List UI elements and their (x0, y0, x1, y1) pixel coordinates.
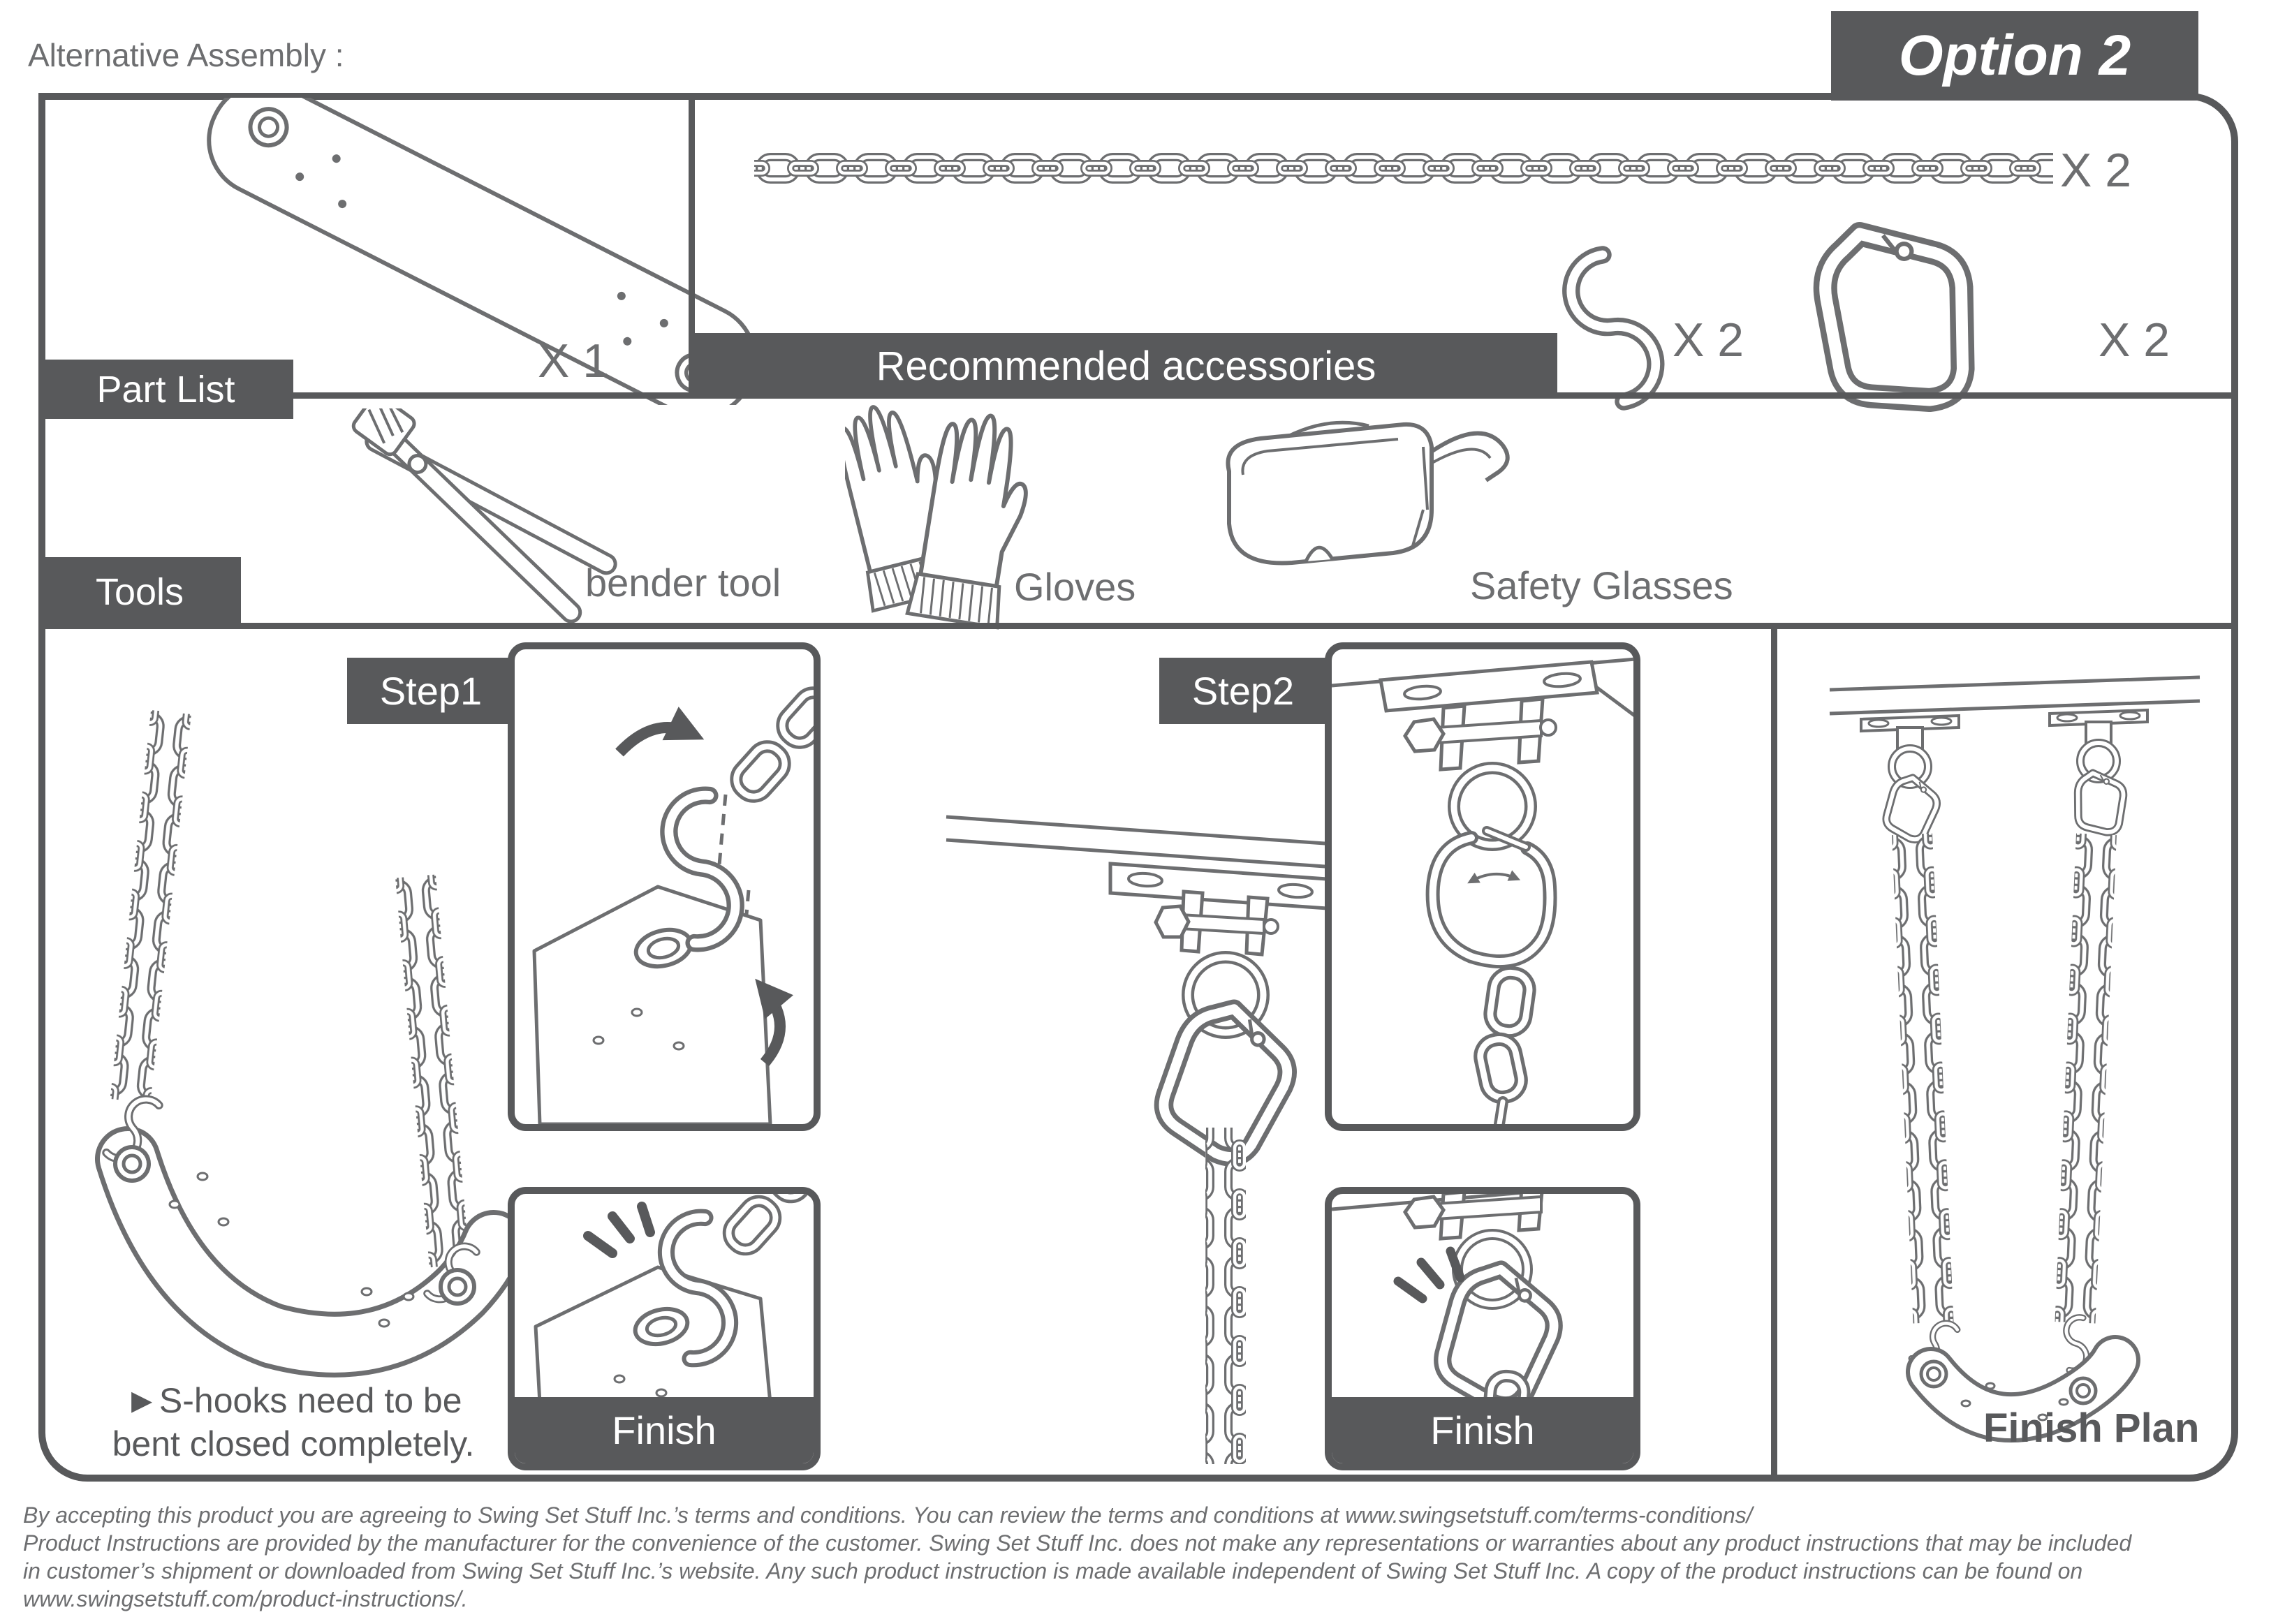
chain-quantity-label: X 2 (2060, 144, 2132, 197)
step2-finished-illustration (1332, 1194, 1636, 1411)
page-title: Alternative Assembly : (28, 37, 344, 73)
option-badge: Option 2 (1831, 11, 2198, 101)
bracket-left (1861, 716, 1959, 842)
seat-quantity-label: X 1 (538, 334, 610, 387)
legal-line-2: Product Instructions are provided by the manufacturer for the convenience of the customer. Swing Set Stuff Inc. does not make any representations or warranties about any product instructions that may be included (23, 1530, 2132, 1556)
step2-finish-box (1325, 1187, 1640, 1470)
gloves-label: Gloves (1014, 565, 1136, 609)
step2-badge: Step2 (1159, 658, 1327, 724)
legal-line-3: in customer’s shipment or downloaded from Swing Set Stuff Inc.’s website. Any such product instruction is made available independent of Swing Set Stuff Inc. A copy of the product instructions can be found on (23, 1558, 2083, 1584)
step1-bend-illustration (515, 649, 815, 1124)
legal-line-1: By accepting this product you are agreeing to Swing Set Stuff Inc.’s terms and conditions. You can review the terms and conditions at www.swingsetstuff.com/terms-conditions/ (23, 1503, 1753, 1528)
divider-partlist-accessories (689, 93, 695, 399)
s-hook-quantity-label: X 2 (1673, 313, 1744, 367)
s-hook-note-line2: bent closed completely. (112, 1424, 475, 1463)
tools-badge: Tools (38, 557, 241, 627)
step1-badge: Step1 (347, 658, 515, 724)
legal-footer (23, 1501, 2258, 1613)
bender-tool-label: bender tool (585, 561, 781, 605)
finish-plan-label: Finish Plan (1983, 1405, 2200, 1451)
finish-plan-illustration (1791, 649, 2238, 1470)
bracket-right (2050, 710, 2147, 836)
divider-tools (38, 623, 2238, 629)
step2-finish-label: Finish (1332, 1397, 1633, 1463)
swing-seat-with-chains-illustration (66, 702, 527, 1386)
safety-glasses-label: Safety Glasses (1470, 563, 1733, 607)
chain-icon (754, 148, 2053, 189)
step2-detail-box (1325, 642, 1640, 1131)
legal-line-4: www.swingsetstuff.com/product-instructions/. (23, 1586, 468, 1611)
step1-finish-label: Finish (515, 1397, 814, 1463)
step1-finish-box (508, 1187, 821, 1470)
s-hook-note-line1: ►S-hooks need to be (124, 1381, 462, 1420)
step1-finished-illustration (515, 1194, 815, 1403)
part-list-badge: Part List (38, 360, 293, 419)
carabiner-quantity-label: X 2 (2099, 313, 2170, 367)
recommended-accessories-badge: Recommended accessories (695, 333, 1557, 399)
step1-detail-box (508, 642, 821, 1131)
s-hook-note (77, 1379, 510, 1466)
divider-finish-plan (1771, 623, 1777, 1475)
step2-open-illustration (1332, 649, 1636, 1124)
